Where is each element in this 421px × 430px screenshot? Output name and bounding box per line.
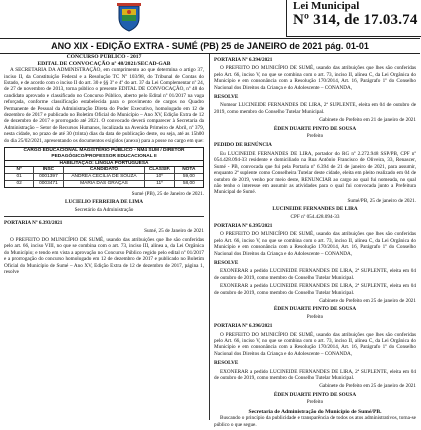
signature-role: CPF nº 054.428.094-33 [290, 213, 340, 220]
paragraph: O PREFEITO DO MUNICÍPIO DE SUMÉ, usando das atribuições que lhes são conferidas pelo Art. 66, inciso V, no que se combina com o art. 73, inciso II, alínea C, da Lei Orgânica do Município e em consonância com a Resolução 170/2014, Art. 16, Parágrafo 1º do Conselho Nacional dos Direitos da Criança e do Adolescente – CONANDA, [214, 65, 416, 91]
date-line: Sumé, 25 de Janeiro de 2021 [144, 228, 204, 235]
paragraph: EXONERAR a pedido LUCINEIDE FERNANDES DE LIRA, 2ª SUPLENTE, eleita em 04 de outubro de 2019, como membro do Conselho Tutelar Municipal. [214, 368, 416, 382]
table-row [5, 181, 203, 187]
signature-role: Prefeito [306, 399, 324, 406]
table-header-cell: Nº [5, 167, 34, 173]
secretaria-heading: Secretaria de Administração do Município de Sumé/PB. [248, 408, 382, 415]
portaria-label: PORTARIA Nº 6.396/2021 [214, 323, 273, 330]
resolve-label: RESOLVE [214, 94, 239, 101]
date-line: Sumé/PB, 25 de janeiro de 2021. [347, 197, 416, 204]
signature-role: Secretário da Administração [74, 206, 134, 213]
resolve-label: RESOLVE [214, 259, 239, 266]
table-cell: 01 [5, 174, 34, 180]
masthead [0, 0, 420, 38]
edition-bar: ANO XIX - EDIÇÃO EXTRA - SUMÉ (PB) 25 de JANEIRO de 2021 pág. 01-01 [0, 38, 420, 54]
table-cell: MARIA DAS GRAÇAS [64, 181, 146, 187]
divider-line [4, 216, 204, 217]
column-divider [209, 54, 210, 420]
portaria-label: PORTARIA Nº 6.395/2021 [214, 222, 273, 229]
candidates-table [4, 147, 204, 188]
table-header-cell: CANDIDATO [64, 167, 146, 173]
signature-name: ÉDEN DUARTE PINTO DE SOUSA [273, 125, 357, 132]
table-cell: 11º [145, 181, 174, 187]
resolve-label: RESOLVE [214, 360, 239, 367]
table-header-cell: INSC [34, 167, 63, 173]
table-cell: 10º [145, 174, 174, 180]
paragraph: O PREFEITO DO MUNICÍPIO DE SUMÉ, usando das atribuições que lhes são conferidas pelo Art. 66, inciso V, no que se combina com o art. 73, inciso II, alínea C, da Lei Orgânica do Município e em consonância com a Resolução 170/2014, Art. 16, Parágrafo 1º do Conselho Nacional dos Direitos da Criança e do Adolescente – CONANDA, [214, 231, 416, 257]
paragraph: O PREFEITO DO MUNICÍPIO DE SUMÉ, usando das atribuições que lhes são conferidas pelo Art. 66, inciso V, no que se combina com o art. 73, inciso II, alínea C, da Lei Orgânica do Município e em consonância com a Resolução 170/2014, Art. 16, Parágrafo 1º do Conselho Nacional dos Direitos da Criança e do Adolescente – CONANDA, [214, 331, 416, 357]
gabinete-line: Gabinete do Prefeito em 21 de janeiro de 2021 [319, 117, 416, 124]
portaria-label: PORTARIA Nº 6.393/2021 [4, 220, 63, 227]
law-title: Lei Municipal [293, 0, 360, 12]
paragraph: Buscando o princípio da publicidade e transparência de todos os atos administrativos, torna-se público o que segue. [214, 415, 416, 428]
paragraph: O PREFEITO DO MUNICÍPIO DE SUMÉ, usando das atribuições que lhe são conferidas pelo art. 66, inciso VIII, no que se combina com o art. 73, inciso III, alínea a, da Lei Orgânica do Município; e tendo em vista a aprovação no Concurso Público regido pelo edital nº 01/2017 e a prorrogação do concurso homologado em 12 de dezembro de 2017 e publicado no Boletim Oficial do Município de Sumé – Ano XV, Edição Extra de 12 de dezembro de 2017, página 1, resolve [4, 236, 204, 275]
table-cell: 02 [5, 181, 34, 187]
table-cell: 0003471 [34, 181, 63, 187]
signature-name: LUCINEIDE FERNANDES DE LIRA [272, 206, 358, 213]
left-column [4, 54, 204, 277]
signature-name: ÉDEN DUARTE PINTO DE SOUSA [273, 306, 357, 313]
table-cell: ANDREA CECÍLIA DE SOUZA [64, 174, 146, 180]
table-subtitle: HABILITAÇÃO: LÍNGUA PORTUGUESA [5, 161, 203, 168]
signature-name: ÉDEN DUARTE PINTO DE SOUSA [273, 391, 357, 398]
signature-role: Prefeito [306, 133, 324, 140]
table-cell: 58,00 [182, 181, 195, 187]
paragraph: EXONERAR a pedido LUCINEIDE FERNANDES DE LIRA, 2ª SUPLENTE, eleita em 04 de outubro de 2019, como membro do Conselho Tutelar Municipal. [214, 283, 416, 296]
portaria-label: PORTARIA Nº 6.394/2021 [214, 57, 273, 63]
municipal-crest-icon [116, 2, 142, 32]
gabinete-line: Gabinete do Prefeito em 25 de janeiro de 2021 [319, 298, 416, 304]
table-header-cell: NOTA [182, 167, 196, 173]
table-title: CARGO EDUCACIONAL MAGISTÉRIO PÚBLICO - NM4 SUM / DIRETOR PEDAGÓGICO/PROFESSOR EDUCACIONAL II [5, 148, 203, 161]
section-subheading: EDITAL DE CONVOCAÇÃO nº 48/2021/SECAD-GAB [37, 60, 171, 67]
table-header-cell: CLASSIF. [145, 167, 174, 173]
law-number: Nº 314, de 17.03.74 [293, 12, 418, 28]
gabinete-line: Gabinete do Prefeito em 25 de janeiro de 2021 [319, 383, 416, 390]
law-reference-box [286, 0, 421, 37]
renuncia-label: PEDIDO DE RENÚNCIA [214, 142, 272, 149]
paragraph: Eu LUCINEIDE FERNANDES DE LIRA, portador do RG nº 2.272.948 SSP/PB, CPF nº 054.428.094-33 residente e domiciliado na Rua Antônio Francisco de Oliveira, 33, Renascer, Sumé - PB, convocada que fui pela Portaria nº 6.394 de 21 de janeiro de 2021, para assumir, enquanto 2ª suplente como Conselheira Tutelar deste cidade, eleita em pleito realizado em 04 de outubro de 2019, venho por meio deste, RENUNCIAR ao cargo ao qual fui nomeada, no qual não tenho o interesse em assumir as atividades para o qual fui convocada junto a Prefeitura Municipal de Sumé. [214, 150, 416, 196]
section-heading: CONCURSO PÚBLICO - 2017 [66, 54, 142, 60]
table-cell: 0001397 [34, 174, 63, 180]
table-cell: 59,00 [182, 174, 195, 180]
paragraph: Nomear LUCINEIDE FERNANDES DE LIRA, 2ª SUPLENTE, eleita em 04 de outubro de 2019, como membro do Conselho Tutelar Municipal. [214, 102, 416, 115]
right-column [214, 54, 416, 430]
signature-role: Prefeito [306, 313, 324, 320]
signature-name: LUCIELIO FERREIRA DE LIMA [65, 199, 143, 206]
paragraph: A SECRETARIA DA ADMINISTRAÇÃO, em cumprimento ao que determina o artigo 37, inciso II, da Constituição Federal e a Resolução TC Nº 103/98, do Tribunal de Contas do Estado, e de acordo com o inciso II do art. 30 e §§ 3º e 4º do art. 37 da Lei Complementar nº 24, de 27 de novembro de 2013, torna público o presente EDITAL DE CONVOCAÇÃO, nº 48 do candidato aprovado e classificado no Concurso Público, aberto pelo Edital nº 01/2017 na vaga reforçada, conforme classificação estabelecida para o provimento de cargos no Quadro Permanente de Pessoal da Administração Direta do Poder Executivo, homologado em 12 de dezembro de 2017 e publicado no Boletim Oficial do Município – Ano XV, Edição Extra de 12 de dezembro de 2017 e prorrogado até 2021. O convocado deverá comparecer à Secretaria da Administração – Setor de Recursos Humanos, localizada na Avenida Primeiro de Abril, nº 379, nesta cidade, no prazo de até 30 (trinta) dias da data de publicação deste, ou seja, até as 15h00 do dia 25/02/2021, apresentando os documentos exigidos (anexo) para a posse no cargo em que: [4, 67, 204, 144]
paragraph: EXONERAR a pedido LUCINEIDE FERNANDES DE LIRA, 2ª SUPLENTE, eleita em 04 de outubro de 2019, como membro do Conselho Tutelar Municipal. [214, 268, 416, 281]
date-line: Sumé (PB), 25 de Janeiro de 2021. [131, 190, 204, 197]
